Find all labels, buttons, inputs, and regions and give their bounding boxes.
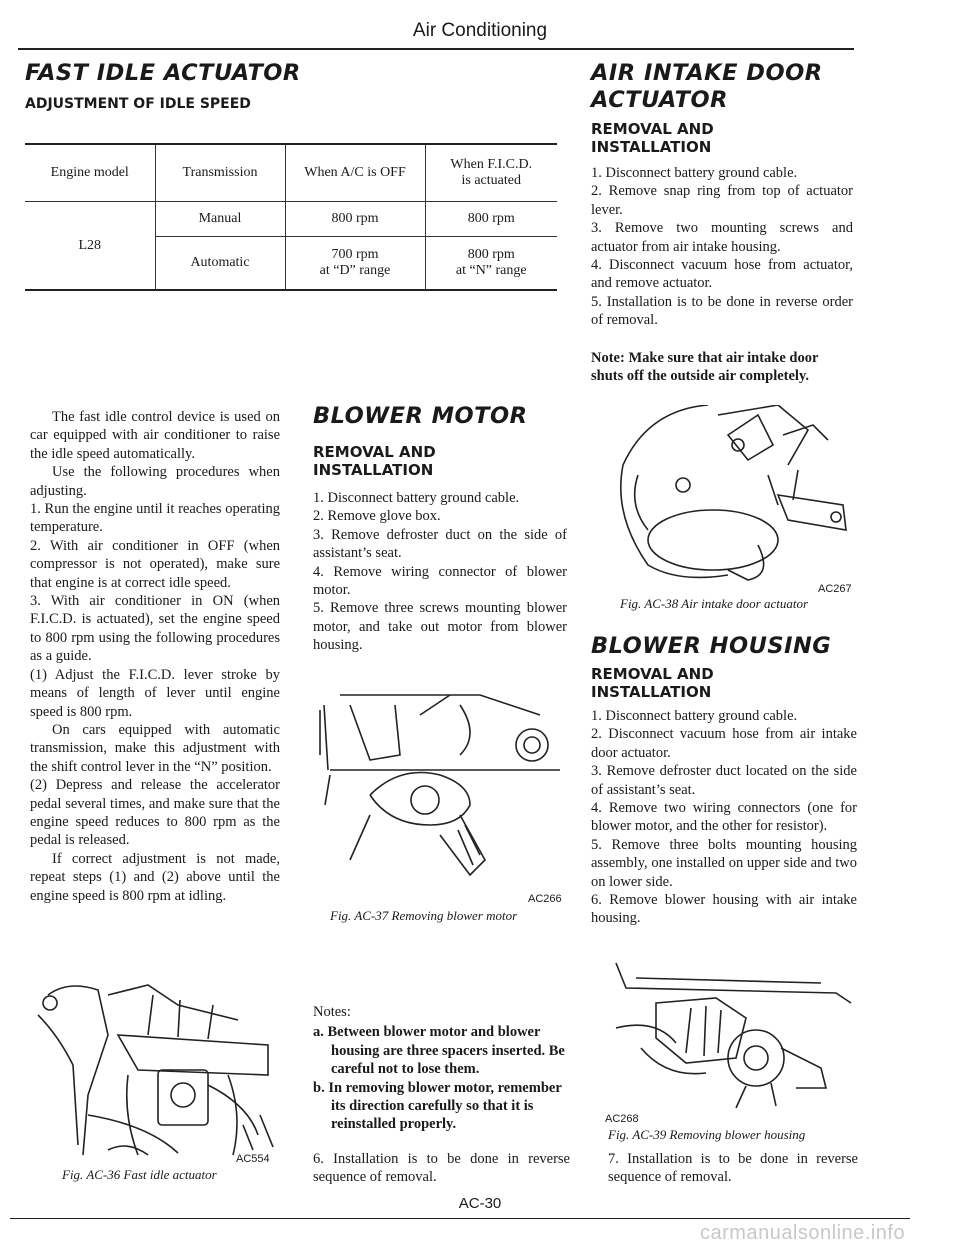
paragraph: Use the following procedures when adjusting. (30, 464, 280, 499)
blower-housing-final-step: 7. Installation is to be done in reverse sequence of removal. (608, 1151, 858, 1186)
fast-idle-body (30, 408, 280, 905)
figure-code: AC266 (528, 893, 562, 905)
idle-speed-table (25, 143, 557, 291)
blower-housing-subtitle-1: REMOVAL AND (591, 665, 714, 683)
blower-housing-steps (591, 707, 857, 928)
cell-manual-off: 800 rpm (285, 202, 425, 237)
list-item: 3. Remove defroster duct located on the side of assistant’s seat. (591, 763, 857, 798)
figure-caption: Fig. AC-39 Removing blower housing (608, 1127, 806, 1142)
figure-caption: Fig. AC-37 Removing blower motor (330, 908, 518, 923)
note-item: a. Between blower motor and blower housing are three spacers inserted. Be careful not to lose them. (313, 1024, 565, 1078)
list-item: 2. Remove glove box. (313, 508, 441, 525)
fast-idle-actuator-illustration (28, 975, 283, 1165)
paragraph: 1. Run the engine until it reaches operating temperature. (30, 501, 280, 536)
paragraph: 2. With air conditioner in OFF (when compressor is not operated), make sure that engine is at correct idle speed. (30, 537, 280, 591)
blower-housing-subtitle-2: INSTALLATION (591, 683, 712, 701)
air-intake-subtitle-2: INSTALLATION (591, 138, 712, 156)
blower-housing-illustration (596, 958, 856, 1113)
air-intake-steps (591, 164, 853, 330)
list-item: 4. Remove two wiring connectors (one for blower motor, and the other for resistor). (591, 800, 857, 835)
list-item: 5. Remove three screws mounting blower motor, and take out motor from blower housing. (313, 600, 567, 654)
list-item: 3. Remove two mounting screws and actuator from air intake housing. (591, 220, 853, 255)
list-item: 1. Disconnect battery ground cable. (591, 708, 798, 724)
blower-motor-notes (313, 1003, 575, 1134)
blower-motor-subtitle-2: INSTALLATION (313, 461, 434, 479)
paragraph: On cars equipped with automatic transmission, make this adjustment with the shift control lever in the “N” position. (30, 721, 280, 775)
figure-code: AC554 (236, 1153, 270, 1165)
watermark: carmanualsonline.info (700, 1222, 906, 1244)
list-item: 6. Remove blower housing with air intake housing. (591, 892, 857, 927)
paragraph: If correct adjustment is not made, repeat steps (1) and (2) above until the engine speed is 800 rpm at idling. (30, 850, 280, 904)
cell-manual: Manual (155, 202, 285, 237)
blower-housing-title: BLOWER HOUSING (591, 633, 832, 659)
th-engine-model: Engine model (25, 145, 155, 202)
notes-label: Notes: (313, 1004, 351, 1020)
air-intake-title-2: ACTUATOR (591, 87, 728, 113)
list-item: 5. Installation is to be done in reverse order of removal. (591, 293, 853, 329)
cell-engine: L28 (25, 202, 155, 290)
list-item: 5. Remove three bolts mounting housing assembly, one installed on upper side and two on lower side. (591, 836, 857, 890)
th-ficd-actuated: When F.I.C.D. is actuated (425, 145, 557, 202)
cell-manual-ficd: 800 rpm (425, 202, 557, 237)
blower-motor-title: BLOWER MOTOR (313, 403, 528, 429)
paragraph: (1) Adjust the F.I.C.D. lever stroke by means of length of lever until engine speed is 800 rpm. (30, 666, 280, 720)
figure-caption: Fig. AC-36 Fast idle actuator (62, 1167, 217, 1182)
blower-motor-final-step: 6. Installation is to be done in reverse sequence of removal. (313, 1151, 570, 1186)
list-item: 3. Remove defroster duct on the side of assistant’s seat. (313, 526, 567, 562)
cell-automatic-off: 700 rpm at “D” range (285, 237, 425, 290)
figure-code: AC267 (818, 583, 852, 595)
header-rule (18, 48, 854, 50)
th-ac-off: When A/C is OFF (285, 145, 425, 202)
list-item: 1. Disconnect battery ground cable. (591, 165, 798, 181)
blower-motor-subtitle-1: REMOVAL AND (313, 443, 436, 461)
fast-idle-subtitle: ADJUSTMENT OF IDLE SPEED (25, 96, 251, 112)
list-item: 2. Remove snap ring from top of actuator lever. (591, 183, 853, 218)
footer-rule (10, 1218, 910, 1219)
figure-caption: Fig. AC-38 Air intake door actuator (620, 596, 809, 611)
air-intake-note: Note: Make sure that air intake door shuts off the outside air completely. (591, 350, 819, 385)
list-item: 4. Remove wiring connector of blower motor. (313, 563, 567, 599)
air-intake-title-1: AIR INTAKE DOOR (591, 60, 823, 86)
blower-motor-steps (313, 489, 567, 655)
list-item: 4. Disconnect vacuum hose from actuator, and remove actuator. (591, 257, 853, 292)
cell-automatic-ficd: 800 rpm at “N” range (425, 237, 557, 290)
figure-code: AC268 (605, 1113, 639, 1125)
list-item: 2. Disconnect vacuum hose from air intake door actuator. (591, 726, 857, 761)
cell-automatic: Automatic (155, 237, 285, 290)
page-number: AC-30 (458, 1195, 502, 1212)
air-intake-door-illustration (608, 405, 853, 583)
th-transmission: Transmission (155, 145, 285, 202)
fast-idle-title: FAST IDLE ACTUATOR (25, 60, 301, 86)
note-item: b. In removing blower motor, remember its direction carefully so that it is reinstalled properly. (313, 1079, 562, 1133)
blower-motor-illustration (310, 675, 565, 890)
list-item: 1. Disconnect battery ground cable. (313, 490, 520, 506)
paragraph: (2) Depress and release the accelerator pedal several times, and make sure that the engine speed reduces to 800 rpm as the pedal is released. (30, 777, 280, 849)
air-intake-subtitle-1: REMOVAL AND (591, 120, 714, 138)
paragraph: The fast idle control device is used on car equipped with air conditioner to raise the idle speed automatically. (30, 409, 280, 462)
paragraph: 3. With air conditioner in ON (when F.I.C.D. is actuated), set the engine speed to 800 rpm using the following procedures as a guide. (30, 593, 280, 665)
running-header: Air Conditioning (412, 20, 548, 41)
